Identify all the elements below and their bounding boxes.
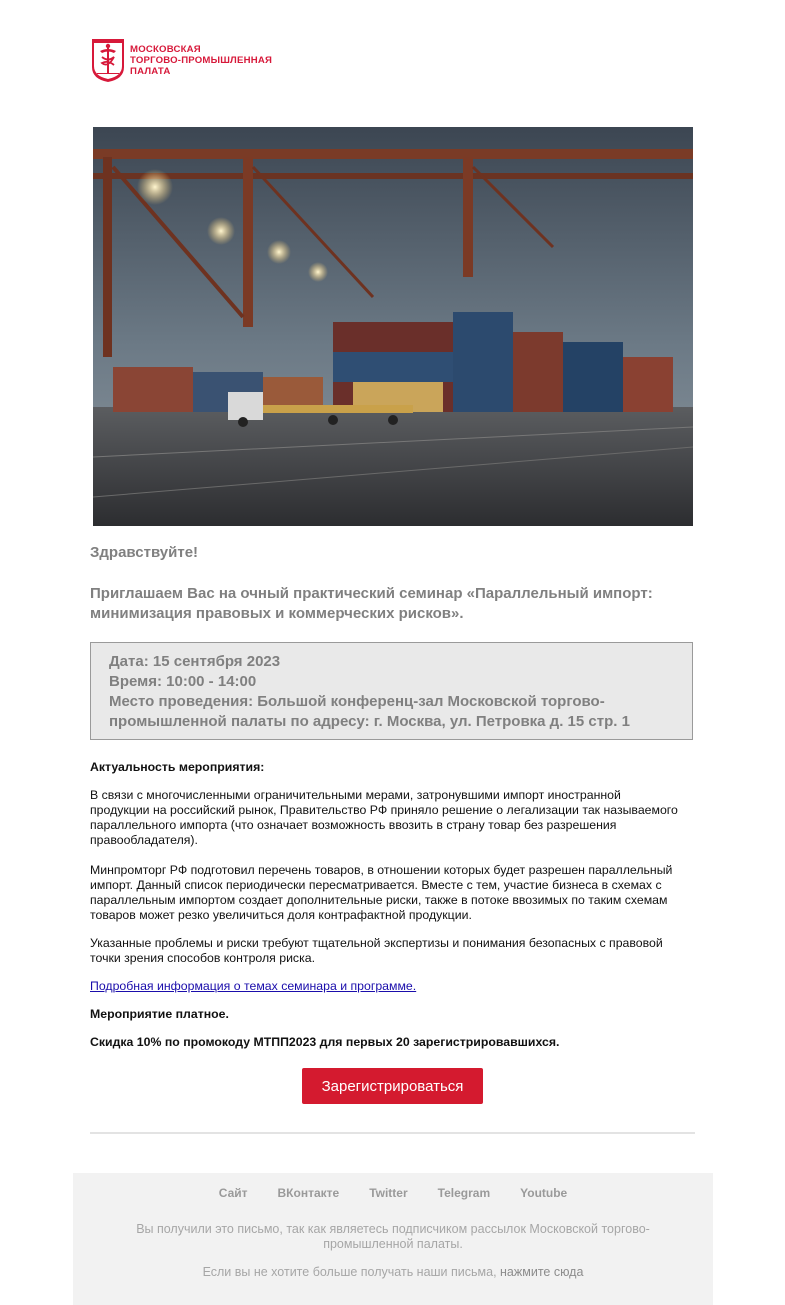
body-paragraph-2: Минпромторг РФ подготовил перечень товаров, в отношении которых будет разрешен параллельный импорт. Данный список периодически пересматривается. Вместе с тем, участие бизнеса в схемах с параллельным импортом создает дополнительные риски, также в потоке ввозимых по таким схемам товаров может резко увеличиться доля контрафактной продукции. [90, 863, 673, 922]
logo-wordmark [130, 44, 272, 77]
footer [73, 1173, 713, 1305]
mtpp-logo[interactable] [90, 36, 300, 84]
port-containers-image [93, 127, 693, 526]
body-paragraph-3: Указанные проблемы и риски требуют тщательной экспертизы и понимания безопасных с правовой точки зрения способов контроля риска. [90, 936, 663, 965]
footer-links [73, 1186, 713, 1200]
unsubscribe-link[interactable]: нажмите сюда [500, 1265, 584, 1279]
invite-text: Приглашаем Вас на очный практический семинар «Параллельный импорт: минимизация правовых и коммерческих рисков». [90, 585, 653, 622]
footer-link-youtube[interactable]: Youtube [520, 1186, 568, 1200]
program-details-link[interactable]: Подробная информация о темах семинара и программе. [90, 979, 417, 993]
divider [90, 1132, 695, 1134]
paid-notice: Мероприятие платное. [90, 1007, 229, 1021]
unsubscribe-line [73, 1265, 713, 1279]
unsubscribe-text: Если вы не хотите больше получать наши письма, [202, 1265, 501, 1279]
footer-link-vk[interactable]: ВКонтакте [277, 1186, 340, 1200]
subscription-note: Вы получили это письмо, так как являетесь подписчиком рассылок Московской торгово-промышленной палаты. [136, 1222, 650, 1251]
logo-line-1: МОСКОВСКАЯ [130, 43, 201, 55]
greeting: Здравствуйте! [90, 544, 199, 561]
event-info-box [90, 642, 693, 740]
footer-link-site[interactable]: Сайт [218, 1186, 248, 1200]
relevance-heading: Актуальность мероприятия: [90, 760, 265, 774]
event-place: Место проведения: Большой конференц-зал Московской торгово-промышленной палаты по адресу: г. Москва, ул. Петровка д. 15 стр. 1 [109, 693, 630, 730]
logo-line-2: ТОРГОВО-ПРОМЫШЛЕННАЯ [130, 54, 273, 66]
mtpp-emblem-icon [90, 37, 126, 83]
event-time: Время: 10:00 - 14:00 [109, 673, 257, 690]
footer-link-twitter[interactable]: Twitter [369, 1186, 408, 1200]
register-button[interactable]: Зарегистрироваться [302, 1068, 483, 1104]
body-paragraph-1: В связи с многочисленными ограничительными мерами, затронувшими импорт иностранной продукции на российский рынок, Правительство РФ приняло решение о легализации так называемого параллельного импорта (что означает возможность ввозить в страну товар без разрешения правообладателя). [90, 788, 678, 847]
event-date: Дата: 15 сентября 2023 [109, 653, 281, 670]
logo-line-3: ПАЛАТА [130, 65, 171, 77]
discount-notice: Скидка 10% по промокоду МТПП2023 для первых 20 зарегистрировавшихся. [90, 1035, 560, 1049]
footer-link-telegram[interactable]: Telegram [437, 1186, 491, 1200]
hero-image [93, 127, 693, 526]
